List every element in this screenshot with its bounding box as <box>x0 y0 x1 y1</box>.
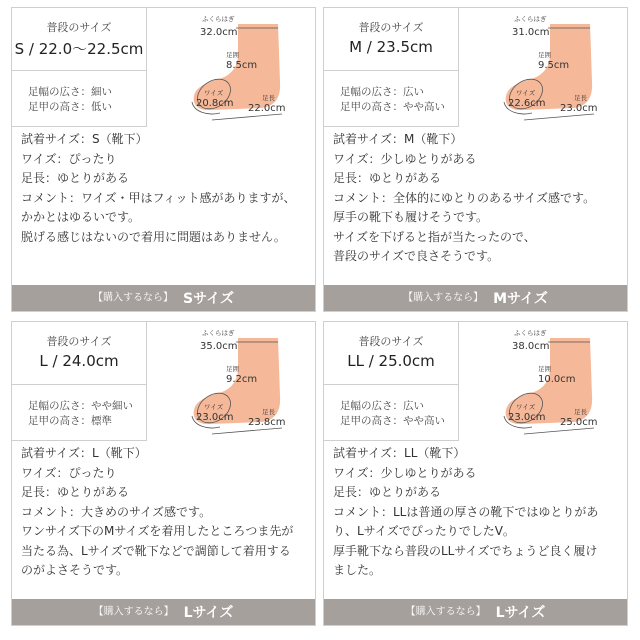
width-value: 22.6cm <box>508 98 546 109</box>
recommended-size-bar <box>324 285 627 311</box>
usual-size-value: L / 24.0cm <box>39 352 119 370</box>
length-label: 足長 <box>262 94 275 102</box>
instep-label: 足囲 <box>538 365 551 373</box>
trial-comment <box>21 444 311 581</box>
foot-width-text: 足幅の広さ：細い <box>28 86 112 98</box>
instep-label: 足囲 <box>226 365 239 373</box>
length-line <box>212 428 282 434</box>
comment-line: のがよさそうです。 <box>21 563 129 577</box>
comment-line: コメント：大きめのサイズ感です。 <box>21 504 212 519</box>
calf-value: 35.0cm <box>200 341 238 352</box>
width-label: ワイズ <box>204 403 224 411</box>
comment-line: 脱げる感じはないので着用に問題はありません。 <box>21 229 286 244</box>
comment-line: 普段のサイズで良さそうです。 <box>333 249 500 263</box>
comment-line: 足長：ゆとりがある <box>333 485 442 499</box>
calf-label: ふくらはぎ <box>514 15 547 23</box>
width-label: ワイズ <box>204 89 224 97</box>
foot-diagram <box>150 324 315 438</box>
instep-value: 8.5cm <box>226 60 258 71</box>
length-line <box>212 114 282 120</box>
length-value: 22.0cm <box>248 103 286 114</box>
calf-value: 32.0cm <box>200 27 238 38</box>
buy-prefix: 【購入するなら】 <box>93 292 174 304</box>
comment-line: コメント：全体的にゆとりのあるサイズ感です。 <box>333 190 596 205</box>
instep-height-text: 足甲の高さ：やや高い <box>340 415 445 427</box>
trial-comment <box>21 130 311 247</box>
foot-diagram <box>462 324 627 438</box>
trial-comment <box>333 130 623 267</box>
recommended-size-bar <box>324 599 627 625</box>
usual-size-header <box>324 8 458 71</box>
usual-size-header <box>324 322 458 385</box>
usual-size-box <box>12 8 147 127</box>
comment-line: 試着サイズ：L（靴下） <box>21 446 147 460</box>
recommended-size-bar <box>12 285 315 311</box>
comment-line: 試着サイズ：M（靴下） <box>333 132 463 146</box>
foot-diagram <box>150 10 315 124</box>
length-label: 足長 <box>574 94 587 102</box>
usual-size-value: M / 23.5cm <box>349 38 433 56</box>
comment-line: 試着サイズ：LL（靴下） <box>333 446 466 460</box>
instep-height-text: 足甲の高さ：やや高い <box>340 101 445 113</box>
usual-size-label: 普段のサイズ <box>46 335 112 348</box>
length-value: 23.0cm <box>560 103 598 114</box>
instep-label: 足囲 <box>226 51 239 59</box>
comment-line: かかとはゆるいです。 <box>21 210 141 224</box>
comment-line: ワイズ：少しゆとりがある <box>333 151 477 166</box>
width-value: 23.0cm <box>508 412 546 423</box>
calf-label: ふくらはぎ <box>202 15 235 23</box>
width-label: ワイズ <box>516 89 536 97</box>
length-line <box>524 428 594 434</box>
calf-label: ふくらはぎ <box>514 329 547 337</box>
size-card-s <box>11 7 316 312</box>
size-card-ll <box>323 321 628 626</box>
width-label: ワイズ <box>516 403 536 411</box>
length-line <box>524 114 594 120</box>
length-value: 23.8cm <box>248 417 286 428</box>
comment-line: 当たる為、Lサイズで靴下などで調節して着用する <box>21 543 291 558</box>
comment-line: 試着サイズ：S（靴下） <box>21 132 148 146</box>
width-value: 23.0cm <box>196 412 234 423</box>
foot-width-text: 足幅の広さ：広い <box>340 400 424 412</box>
foot-diagram <box>462 10 627 124</box>
comment-line: コメント：ワイズ・甲はフィット感がありますが、 <box>21 190 296 205</box>
recommended-size: Mサイズ <box>493 290 548 307</box>
length-value: 25.0cm <box>560 417 598 428</box>
width-value: 20.8cm <box>196 98 234 109</box>
usual-size-value: LL / 25.0cm <box>347 352 435 370</box>
comment-line: コメント：LLは普通の厚さの靴下ではゆとりがあ <box>333 504 599 519</box>
instep-height-text: 足甲の高さ：標準 <box>28 415 112 427</box>
comment-line: ワイズ：ぴったり <box>21 465 117 480</box>
calf-value: 38.0cm <box>512 341 550 352</box>
instep-value: 10.0cm <box>538 374 576 385</box>
calf-value: 31.0cm <box>512 27 550 38</box>
usual-size-label: 普段のサイズ <box>46 21 112 34</box>
comment-line: 厚手靴下なら普段のLLサイズでちょうど良く履け <box>333 543 598 558</box>
comment-line: サイズを下げると指が当たったので、 <box>333 229 536 244</box>
recommended-size: Sサイズ <box>183 290 234 307</box>
recommended-size-bar <box>12 599 315 625</box>
foot-width-text: 足幅の広さ：やや細い <box>28 400 133 412</box>
usual-size-label: 普段のサイズ <box>358 335 424 348</box>
trial-comment <box>333 444 623 581</box>
usual-size-box <box>12 322 147 441</box>
foot-width-text: 足幅の広さ：広い <box>340 86 424 98</box>
usual-size-header <box>12 8 146 71</box>
instep-label: 足囲 <box>538 51 551 59</box>
comment-line: ワイズ：少しゆとりがある <box>333 465 477 480</box>
comment-line: ワイズ：ぴったり <box>21 151 117 166</box>
usual-size-value: S / 22.0〜22.5cm <box>14 40 144 58</box>
comment-line: ました。 <box>333 563 382 577</box>
recommended-size: Lサイズ <box>183 604 234 621</box>
comment-line: ワンサイズ下のMサイズを着用したところつま先が <box>21 524 294 538</box>
instep-value: 9.2cm <box>226 374 258 385</box>
instep-value: 9.5cm <box>538 60 570 71</box>
foot-measurement-figure <box>150 324 315 438</box>
usual-size-box <box>324 322 459 441</box>
length-label: 足長 <box>574 408 587 416</box>
buy-prefix: 【購入するなら】 <box>403 292 484 304</box>
foot-measurement-figure <box>150 10 315 124</box>
comment-line: 足長：ゆとりがある <box>21 485 130 499</box>
instep-height-text: 足甲の高さ：低い <box>28 101 112 113</box>
recommended-size: Lサイズ <box>495 604 546 621</box>
usual-size-label: 普段のサイズ <box>358 21 424 34</box>
usual-size-box <box>324 8 459 127</box>
buy-prefix: 【購入するなら】 <box>405 606 486 618</box>
comment-line: 足長：ゆとりがある <box>333 171 442 185</box>
foot-measurement-figure <box>462 10 627 124</box>
usual-size-header <box>12 322 146 385</box>
comment-line: 厚手の靴下も履けそうです。 <box>333 210 489 224</box>
calf-label: ふくらはぎ <box>202 329 235 337</box>
size-card-m <box>323 7 628 312</box>
comment-line: 足長：ゆとりがある <box>21 171 130 185</box>
foot-measurement-figure <box>462 324 627 438</box>
length-label: 足長 <box>262 408 275 416</box>
size-card-l <box>11 321 316 626</box>
comment-line: り、LサイズでぴったりでしたV。 <box>333 524 515 538</box>
buy-prefix: 【購入するなら】 <box>93 606 174 618</box>
